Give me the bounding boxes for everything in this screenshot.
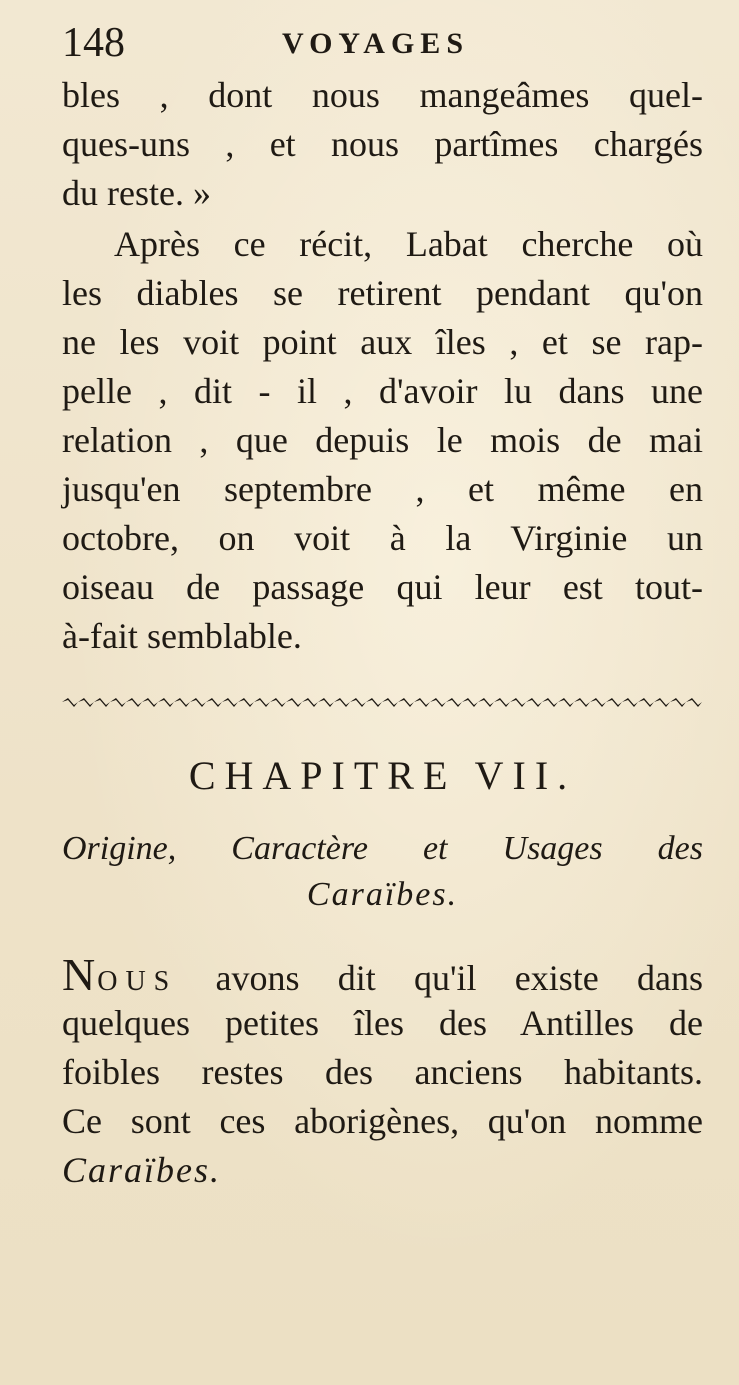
ornament-segment bbox=[478, 698, 494, 707]
text-line: bles , dont nous mangeâmes quel- bbox=[62, 75, 703, 115]
text-fragment: avons dit qu'il existe dans bbox=[215, 958, 703, 998]
text-line-first bbox=[62, 950, 703, 999]
ornament-segment bbox=[158, 698, 174, 707]
ornament-segment bbox=[542, 698, 558, 707]
text-line: ques-uns , et nous partîmes chargés bbox=[62, 124, 703, 164]
ornament-segment bbox=[686, 698, 702, 707]
text-line: oiseau de passage qui leur est tout- bbox=[62, 567, 703, 607]
ornament-segment bbox=[222, 698, 238, 707]
ornament-segment bbox=[270, 698, 286, 707]
ornament-segment bbox=[462, 698, 478, 707]
ornament-segment bbox=[430, 698, 446, 707]
text-line: quelques petites îles des Antilles de bbox=[62, 1003, 703, 1043]
ornament-segment bbox=[126, 698, 142, 707]
ornament-segment bbox=[606, 698, 622, 707]
text-line: ne les voit point aux îles , et se rap- bbox=[62, 322, 703, 362]
small-caps: OUS bbox=[97, 966, 178, 997]
paragraph-continuation bbox=[62, 71, 703, 218]
ornament-segment bbox=[334, 698, 350, 707]
ornament-segment bbox=[414, 698, 430, 707]
ornament-segment bbox=[382, 698, 398, 707]
ornament-segment bbox=[238, 698, 254, 707]
ornament-segment bbox=[590, 698, 606, 707]
chapter-title: CHAPITRE VII. bbox=[188, 753, 577, 798]
ornament-segment bbox=[574, 698, 590, 707]
chapter-subtitle bbox=[62, 826, 703, 918]
text-line: à-fait semblable. bbox=[62, 616, 302, 656]
text-line: octobre, on voit à la Virginie un bbox=[62, 518, 703, 558]
ornament-segment bbox=[622, 698, 638, 707]
subtitle-line: Caraïbes. bbox=[306, 876, 459, 913]
text-line: relation , que depuis le mois de mai bbox=[62, 420, 703, 460]
text-line: foibles restes des anciens habitants. bbox=[62, 1052, 703, 1092]
ornament-segment bbox=[366, 698, 382, 707]
ornament-segment bbox=[350, 698, 366, 707]
ornament-segment bbox=[62, 698, 78, 707]
ornamental-rule bbox=[62, 694, 703, 714]
text-line: du reste. » bbox=[62, 173, 211, 213]
ornament-segment bbox=[446, 698, 462, 707]
text-line: jusqu'en septembre , et même en bbox=[62, 469, 703, 509]
ornament-segment bbox=[142, 698, 158, 707]
drop-cap: N bbox=[62, 949, 98, 1000]
text-line: les diables se retirent pendant qu'on bbox=[62, 273, 703, 313]
ornament-segment bbox=[558, 698, 574, 707]
ornament-segment bbox=[78, 698, 94, 707]
ornament-segment bbox=[526, 698, 542, 707]
ornament-segment bbox=[206, 698, 222, 707]
text-line: pelle , dit - il , d'avoir lu dans une bbox=[62, 371, 703, 411]
text-line: Ce sont ces aborigènes, qu'on nomme bbox=[62, 1101, 703, 1141]
ornament-segment bbox=[174, 698, 190, 707]
ornament-segment bbox=[494, 698, 510, 707]
ornament-segment bbox=[302, 698, 318, 707]
page-number: 148 bbox=[62, 20, 125, 66]
ornament-segment bbox=[254, 698, 270, 707]
running-head: VOYAGES bbox=[282, 27, 470, 60]
text-line: Après ce récit, Labat cherche où bbox=[114, 224, 703, 264]
page-header bbox=[62, 18, 702, 68]
subtitle-line: Origine, Caractère et Usages des bbox=[62, 830, 703, 867]
paragraph-caraibes bbox=[62, 950, 703, 1195]
ornament-segment bbox=[94, 698, 110, 707]
ornament-segment bbox=[654, 698, 670, 707]
paragraph-labat bbox=[62, 220, 703, 661]
ornament-segment bbox=[398, 698, 414, 707]
ornament-segment bbox=[510, 698, 526, 707]
text-line-italic: Caraïbes. bbox=[62, 1150, 222, 1190]
ornament-segment bbox=[638, 698, 654, 707]
ornament-segment bbox=[670, 698, 686, 707]
ornament-segment bbox=[286, 698, 302, 707]
ornament-segment bbox=[110, 698, 126, 707]
ornament-segment bbox=[318, 698, 334, 707]
ornament-segment bbox=[190, 698, 206, 707]
